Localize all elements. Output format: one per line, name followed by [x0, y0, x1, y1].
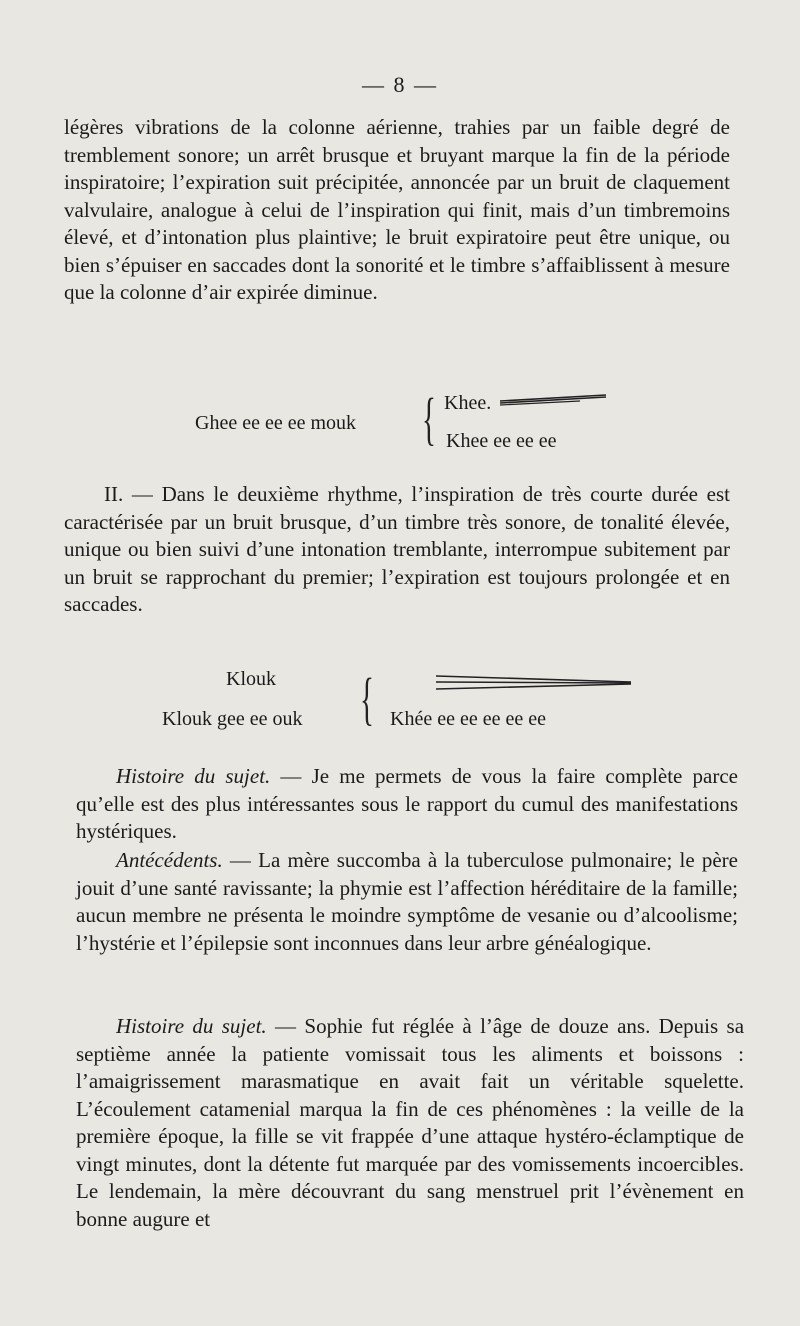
- paragraph-histoire-sujet-two: [76, 1013, 744, 1233]
- page-number: — 8 —: [362, 72, 438, 97]
- paragraph-rhythm-one: légères vibrations de la colonne aérienne, trahies par un faible degré de tremblement sonore; un arrêt brusque et bruyant marque la fin de la période inspiratoire; l’expiration suit précipitée, annoncée par un bruit de claquement valvulaire, analogue à celui de l’inspiration qui finit, mais d’un timbremoins élevé, et d’intonation plus plaintive; le bruit expiratoire peut être unique, ou bien s’épuiser en saccades dont la sonorité et le timbre s’affaiblissent à mesure que la colonne d’air expirée diminue.: [64, 115, 730, 304]
- formula-two-left-bottom: Klouk gee ee ouk: [162, 708, 303, 730]
- paragraph-histoire-sujet: [76, 763, 738, 846]
- paragraph-antecedents: [76, 847, 738, 957]
- text-histoire-sujet: — Je me permets de vous la faire complète parce qu’elle est des plus intéressantes sous le rapport du cumul des manifestations hystériques.: [76, 764, 738, 843]
- heading-histoire-sujet: Histoire du sujet.: [116, 764, 271, 788]
- text-antecedents: — La mère succomba à la tuberculose pulmonaire; le père jouit d’une santé ravissante; la phymie est l’affection héréditaire de la famille; aucun membre ne présenta le moindre symptôme de vesanie ou d’alcoolisme; l’hystérie et l’épilepsie sont inconnues dans leur arbre généalogique.: [76, 848, 738, 955]
- formula-one-right-top: Khee.: [444, 392, 492, 414]
- decrescendo-icon: [436, 674, 636, 694]
- formula-one-right-bottom: Khee ee ee ee: [446, 430, 557, 452]
- curly-brace-icon: {: [422, 386, 436, 451]
- formula-two-right-bottom: Khée ee ee ee ee ee: [390, 708, 546, 730]
- formula-two-left-top: Klouk: [226, 668, 276, 690]
- heading-histoire-sujet-two: Histoire du sujet.: [116, 1014, 267, 1038]
- decrescendo-icon: [500, 392, 610, 412]
- heading-antecedents: Antécédents.: [116, 848, 223, 872]
- paragraph-rhythm-two: II. — Dans le deuxième rhythme, l’inspiration de très courte durée est caractérisée par un bruit brusque, d’un timbre très sonore, de tonalité élevée, unique ou bien suivi d’une intonation tremblante, interrompue subitement par un bruit se rapprochant du premier; l’expiration est toujours prolongée et en saccades.: [64, 482, 730, 616]
- formula-one-left: Ghee ee ee ee mouk: [195, 412, 357, 434]
- sound-formula-two: [0, 664, 800, 744]
- text-histoire-sujet-two: — Sophie fut réglée à l’âge de douze ans. Depuis sa septième année la patiente vomissait tous les aliments et boissons : l’amaigrissement marasmatique en avait fait un véritable squelette. L’écoulement catamenial marqua la fin de ces phénomènes : la veille de la première époque, la fille se vit frappée d’une attaque hystéro-éclamptique de vingt minutes, dont la détente fut marquée par des vomissements incoercibles. Le lendemain, la mère découvrant du sang menstruel prit l’évènement en bonne augure et: [76, 1014, 745, 1231]
- curly-brace-icon: {: [360, 666, 374, 731]
- sound-formula-one: [0, 384, 800, 464]
